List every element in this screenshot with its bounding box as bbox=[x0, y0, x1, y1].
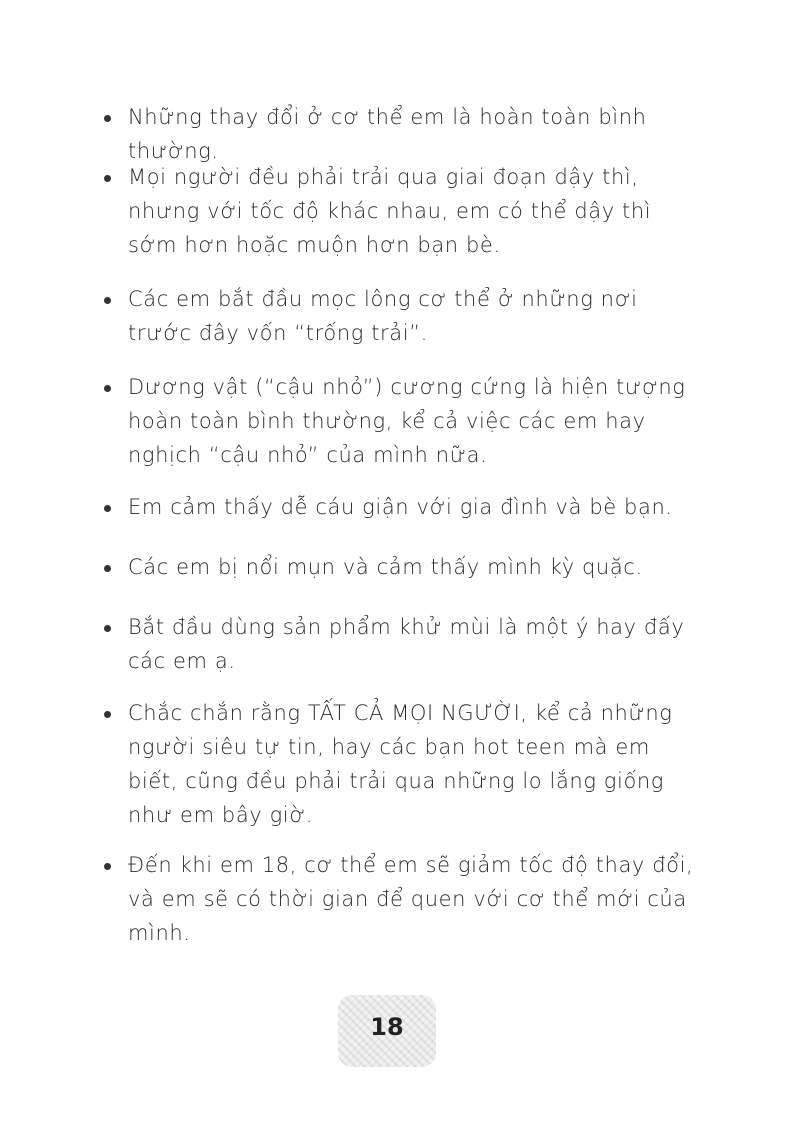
bullet-text: Em cảm thấy dễ cáu giận với gia đình và bè bạn. bbox=[128, 495, 673, 519]
bullet-text: Bắt đầu dùng sản phẩm khử mùi là một ý hay đấy các em ạ. bbox=[128, 615, 685, 673]
list-item bbox=[128, 696, 698, 832]
list-item bbox=[128, 550, 698, 584]
list-item bbox=[128, 490, 698, 524]
page-number: 18 bbox=[370, 1013, 404, 1041]
list-item bbox=[128, 610, 698, 678]
list-item bbox=[128, 370, 698, 472]
bullet-text: Mọi người đều phải trải qua giai đoạn dậy thì, nhưng với tốc độ khác nhau, em có thể dậy thì sớm hơn hoặc muộn hơn bạn bè. bbox=[128, 165, 652, 257]
bullet-text: Các em bắt đầu mọc lông cơ thể ở những nơi trước đây vốn “trống trải”. bbox=[128, 287, 638, 345]
bullet-text: Đến khi em 18, cơ thể em sẽ giảm tốc độ thay đổi, và em sẽ có thời gian để quen với cơ thể mới của mình. bbox=[128, 853, 694, 945]
page-number-box bbox=[338, 995, 436, 1067]
bullet-text: Những thay đổi ở cơ thể em là hoàn toàn bình thường. bbox=[128, 105, 647, 163]
list-item bbox=[128, 160, 698, 262]
bullet-text: Chắc chắn rằng TẤT CẢ MỌI NGƯỜI, kể cả những người siêu tự tin, hay các bạn hot teen mà em biết, cũng đều phải trải qua những lo lắng giống như em bây giờ. bbox=[128, 701, 673, 827]
list-item bbox=[128, 100, 698, 168]
list-item bbox=[128, 848, 698, 950]
list-item bbox=[128, 282, 698, 350]
bullet-text: Các em bị nổi mụn và cảm thấy mình kỳ quặc. bbox=[128, 555, 643, 579]
bullet-text: Dương vật (“cậu nhỏ”) cương cứng là hiện tượng hoàn toàn bình thường, kể cả việc các em hay nghịch “cậu nhỏ” của mình nữa. bbox=[128, 375, 686, 467]
